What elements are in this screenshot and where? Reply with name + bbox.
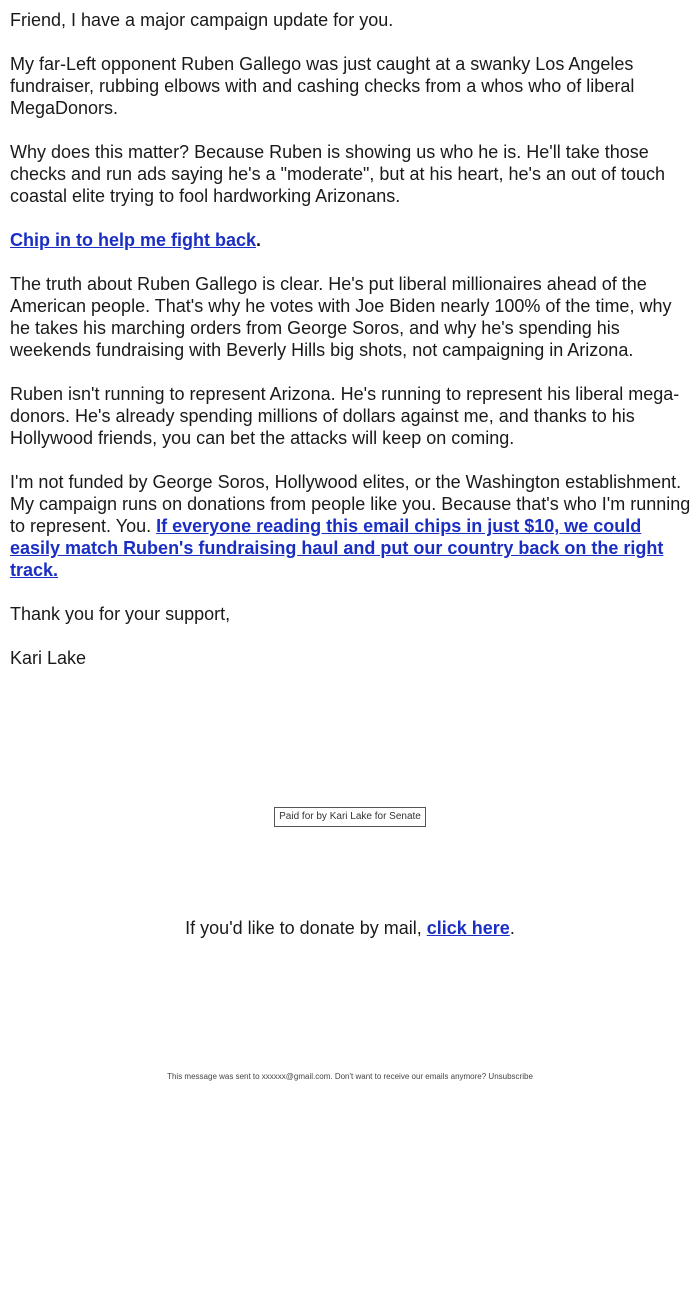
email-body <box>10 9 694 669</box>
signature: Kari Lake <box>10 648 87 668</box>
funding-text: I'm not funded by George Soros, Hollywood elites, or the Washington establishment. My campaign runs on donations from people like you. Because that's who I'm running to represent. You. <box>10 472 691 536</box>
paragraph-truth: The truth about Ruben Gallego is clear. He's put liberal millionaires ahead of the American people. That's why he votes with Joe Biden nearly 100% of the time, why he takes his marching orders from George Soros, and why he's spending his weekends fundraising with Beverly Hills big shots, not campaigning in Arizona. <box>10 274 672 360</box>
cta-paragraph <box>10 229 694 251</box>
paragraph-represent: Ruben isn't running to represent Arizona. He's running to represent his liberal mega-donors. He's already spending millions of dollars against me, and thanks to his Hollywood friends, you can bet the attacks will keep on coming. <box>10 384 680 448</box>
donate-by-mail-text: If you'd like to donate by mail, <box>185 918 427 938</box>
paragraph-why-matters: Why does this matter? Because Ruben is showing us who he is. He'll take those checks and run ads saying he's a "moderate", but at his heart, he's an out of touch coastal elite trying to fool hardworking Arizonans. <box>10 142 666 206</box>
cta-period: . <box>256 230 262 250</box>
click-here-link[interactable]: click here <box>426 918 510 938</box>
greeting: Friend, I have a major campaign update for you. <box>10 10 394 30</box>
closing: Thank you for your support, <box>10 604 231 624</box>
disclaimer-container <box>0 806 700 827</box>
paragraph-funding <box>10 471 694 581</box>
unsubscribe-link[interactable]: Unsubscribe <box>488 1072 533 1081</box>
footer-text: This message was sent to xxxxxx@gmail.com. Don't want to receive our emails anymore? <box>167 1072 489 1081</box>
paid-for-disclaimer: Paid for by Kari Lake for Senate <box>274 807 426 827</box>
footer <box>0 1072 700 1082</box>
chip-in-link[interactable]: Chip in to help me fight back <box>10 230 257 250</box>
donate-10-link[interactable]: If everyone reading this email chips in just $10, we could easily match Ruben's fundraising haul and put our country back on the right track. <box>10 516 664 580</box>
donate-by-mail <box>0 917 700 939</box>
paragraph-opponent-fundraiser: My far-Left opponent Ruben Gallego was just caught at a swanky Los Angeles fundraiser, rubbing elbows with and cashing checks from a whos who of liberal MegaDonors. <box>10 54 635 118</box>
donate-by-mail-period: . <box>509 918 515 938</box>
